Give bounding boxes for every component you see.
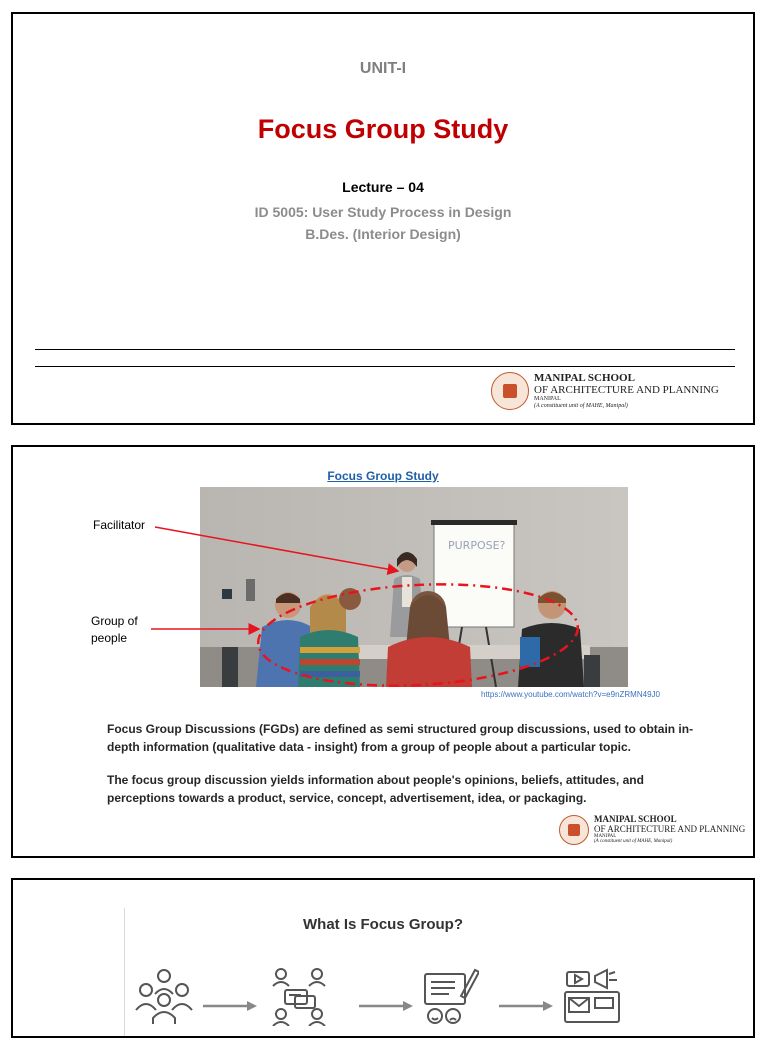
marketing-media-icon	[561, 966, 623, 1026]
divider-top	[35, 349, 735, 350]
logo-line-2: OF ARCHITECTURE AND PLANNING	[534, 383, 719, 396]
video-link[interactable]: https://www.youtube.com/watch?v=e9nZRMN49J0	[481, 690, 660, 699]
feedback-survey-icon	[421, 966, 479, 1026]
group-label	[91, 613, 138, 648]
logo-line-1: MANIPAL SCHOOL	[534, 372, 635, 385]
lecture-number: Lecture – 04	[342, 179, 424, 195]
logo-line-3: MANIPAL	[594, 834, 617, 840]
institution-logo-small	[559, 815, 745, 845]
facilitator-arrow	[155, 527, 398, 571]
title-slide	[11, 12, 755, 425]
group-people-icon	[133, 966, 195, 1026]
group-label-line-1: Group of	[91, 614, 138, 628]
yield-paragraph	[107, 771, 727, 807]
logo-line-2: OF ARCHITECTURE AND PLANNING	[594, 823, 746, 834]
yield-line-2: perceptions towards a product, service, concept, advertisement, idea, or packaging.	[107, 791, 587, 805]
logo-line-4: (A constituent unit of MAHE, Manipal)	[594, 839, 673, 845]
course-name: ID 5005: User Study Process in Design	[254, 204, 512, 220]
slide-heading: Focus Group Study	[327, 469, 439, 483]
arrow-right-icon	[201, 1000, 259, 1012]
yield-line-1: The focus group discussion yields information about people's opinions, beliefs, attitudes, and	[107, 773, 644, 787]
arrow-right-icon	[357, 1000, 415, 1012]
focus-group-slide	[11, 445, 755, 858]
discussion-icon	[269, 966, 329, 1026]
group-label-line-2: people	[91, 631, 128, 646]
logo-line-3: MANIPAL	[534, 396, 561, 403]
degree-name: B.Des. (Interior Design)	[305, 226, 461, 242]
definition-paragraph	[107, 720, 727, 756]
what-is-focus-group-slide	[11, 878, 755, 1038]
logo-line-1: MANIPAL SCHOOL	[594, 814, 677, 825]
manipal-emblem-icon	[559, 815, 589, 845]
facilitator-label: Facilitator	[93, 518, 146, 532]
slide-title: Focus Group Study	[257, 114, 509, 144]
slide-heading: What Is Focus Group?	[303, 916, 463, 933]
logo-line-4: (A constituent unit of MAHE, Manipal)	[534, 402, 628, 409]
arrow-right-icon	[497, 1000, 555, 1012]
manipal-emblem-icon	[491, 372, 529, 410]
definition-line-1: Focus Group Discussions (FGDs) are defined as semi structured group discussions, used to obtain in-	[107, 722, 694, 736]
unit-label: UNIT-I	[359, 60, 407, 77]
institution-logo	[491, 372, 719, 410]
definition-line-2: depth information (qualitative data - insight) from a group of people about a particular topic.	[107, 740, 632, 754]
divider-bottom	[35, 366, 735, 367]
flipchart-text: PURPOSE?	[448, 539, 506, 552]
